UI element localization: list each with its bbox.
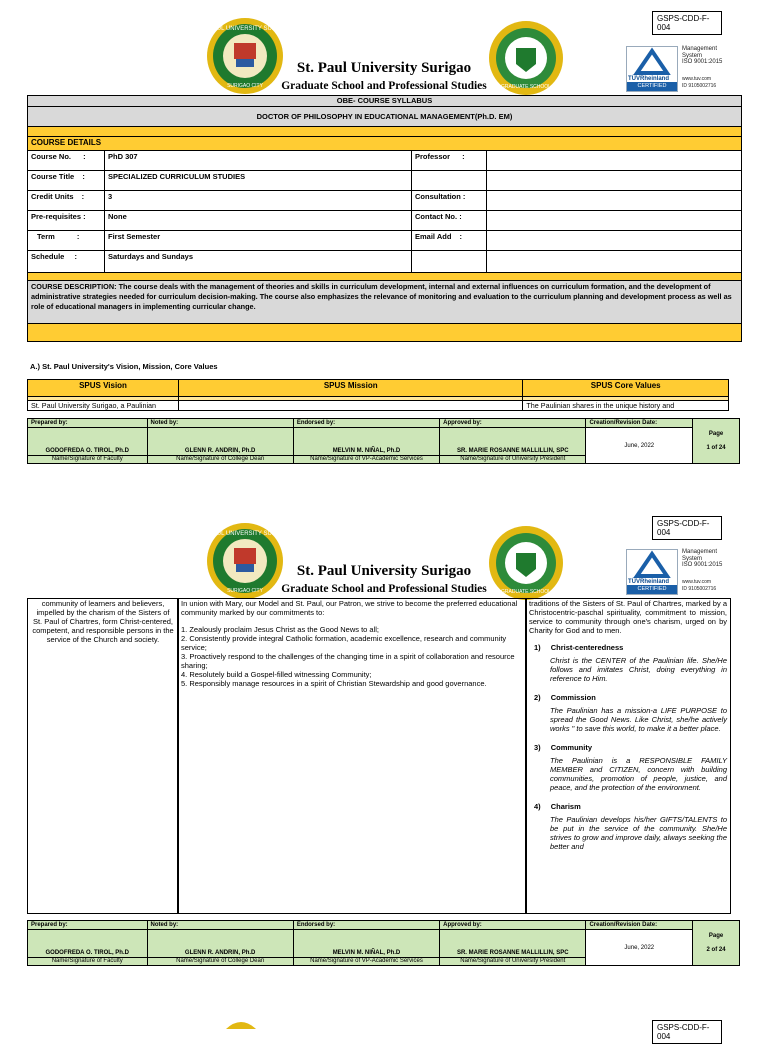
tuv-url-text: www.tuv.com — [682, 579, 712, 585]
schedule-value: Saturdays and Sundays — [105, 251, 412, 273]
endorsed-label: Endorsed by: — [293, 419, 439, 428]
core-value-text: The Paulinian has a mission-a LIFE PURPOSE to spread the Good News. Like Christ, she/he actively works " to save this world, to make it a better place. — [550, 706, 727, 733]
tuv-certification-badge — [626, 549, 740, 593]
seal-left-city: SURIGAO CITY — [227, 588, 263, 594]
tuv-line: System — [682, 555, 703, 562]
program-title: DOCTOR OF PHILOSOPHY IN EDUCATIONAL MANAGEMENT(Ph.D. EM) — [28, 107, 742, 127]
course-title-label: Course Title : — [28, 171, 105, 191]
vmv-heading: A.) St. Paul University's Vision, Mission, Core Values — [30, 362, 218, 371]
seal-left-text: ST. PAUL UNIVERSITY SURIGAO — [198, 531, 292, 537]
prepared-label: Prepared by: — [28, 921, 148, 930]
tuv-brand: TÜVRheinland — [628, 579, 670, 585]
course-details-table — [27, 95, 742, 342]
approved-label: Approved by: — [440, 419, 586, 428]
tuv-triangle-icon — [627, 550, 677, 580]
page-label: Page — [708, 933, 724, 939]
spacer-row — [28, 273, 742, 281]
core-value-num: 2) — [534, 693, 541, 702]
tuv-triangle-icon — [627, 47, 677, 77]
values-intro: traditions of the Sisters of St. Paul of Chartres, marked by a Christocentric-paschal spirituality, commitment to mission, service to community through one's charism, urged on by Charity for God and to men. — [529, 599, 727, 635]
approved-role: Name/Signature of University President — [440, 456, 586, 464]
mission-intro: In union with Mary, our Model and St. Paul, our Patron, we strive to become the preferred educational community marked by our commitments to: — [181, 599, 518, 617]
term-value: First Semester — [105, 231, 412, 251]
seal-right-text: GRADUATE SCHOOL — [501, 84, 551, 90]
endorsed-role: Name/Signature of VP-Academic Services — [293, 958, 439, 966]
tuv-certified: CERTIFIED — [627, 82, 677, 91]
endorsed-role: Name/Signature of VP-Academic Services — [293, 456, 439, 464]
tuv-logo — [626, 549, 678, 595]
empty-value — [487, 171, 742, 191]
school-name: Graduate School and Professional Studies — [281, 583, 487, 595]
approved-role: Name/Signature of University President — [440, 958, 586, 966]
core-value-num: 3) — [534, 743, 541, 752]
spacer-row — [28, 324, 742, 342]
tuv-line: Management — [682, 46, 718, 52]
university-name: St. Paul University Surigao — [296, 60, 472, 76]
core-value-item — [526, 643, 730, 683]
contact-value — [487, 211, 742, 231]
tuv-system — [682, 46, 722, 66]
core-value-title: Christ-centeredness — [550, 643, 624, 652]
tuv-id-text: ID 9105002716 — [682, 82, 717, 89]
email-value — [487, 231, 742, 251]
mission-item: 1. Zealously proclaim Jesus Christ as the Good News to all; — [181, 625, 379, 634]
mission-item: 2. Consistently provide integral Catholic formation, academic excellence, research and community service; — [181, 634, 507, 652]
credit-units-value: 3 — [105, 191, 412, 211]
tuv-logo — [626, 46, 678, 92]
approved-name: SR. MARIE ROSANNE MALLILLIN, SPC — [440, 428, 586, 456]
core-value-num: 1) — [534, 643, 541, 652]
document-code: GSPS-CDD-F-004 — [652, 1020, 722, 1044]
prepared-name: GODOFREDA O. TIROL, Ph.D — [28, 428, 148, 456]
mission-start — [179, 401, 523, 411]
empty-label — [412, 251, 487, 273]
vmv-continued — [27, 598, 729, 914]
tuv-id-text: ID 9105002716 — [682, 585, 717, 592]
tuv-url — [682, 76, 716, 89]
mission-column — [177, 598, 527, 914]
noted-role: Name/Signature of College Dean — [147, 456, 293, 464]
noted-role: Name/Signature of College Dean — [147, 958, 293, 966]
core-value-title: Commission — [550, 693, 596, 702]
document-code: GSPS-CDD-F-004 — [652, 11, 722, 35]
prepared-role: Name/Signature of Faculty — [28, 958, 148, 966]
tuv-system — [682, 549, 722, 569]
page-number: 2 of 24 — [706, 947, 726, 953]
graduate-school-seal — [488, 525, 564, 601]
tuv-url-text: www.tuv.com — [682, 76, 712, 82]
term-label: Term : — [28, 231, 105, 251]
prepared-label: Prepared by: — [28, 419, 148, 428]
school-name: Graduate School and Professional Studies — [281, 80, 487, 92]
core-value-item — [526, 693, 730, 733]
empty-label — [412, 171, 487, 191]
vmv-table — [27, 379, 729, 411]
university-seal-left — [226, 1019, 256, 1029]
mission-item: 3. Proactively respond to the challenges of the changing time in a spirit of collaboration and resource sharing; — [181, 652, 515, 670]
core-value-title: Community — [550, 743, 593, 752]
core-value-num: 4) — [534, 802, 541, 811]
tuv-url — [682, 579, 716, 592]
revision-date: June, 2022 — [586, 428, 693, 464]
core-value-title: Charism — [550, 802, 581, 811]
endorsed-label: Endorsed by: — [293, 921, 439, 930]
noted-label: Noted by: — [147, 419, 293, 428]
university-name: St. Paul University Surigao — [296, 563, 472, 579]
noted-label: Noted by: — [147, 921, 293, 930]
tuv-line: System — [682, 52, 703, 59]
approval-footer — [27, 920, 740, 966]
noted-name: GLENN R. ANDRIN, Ph.D — [147, 428, 293, 456]
revision-date: June, 2022 — [586, 930, 693, 966]
syllabus-page-1 — [0, 0, 768, 480]
values-start: The Paulinian shares in the unique history and — [523, 401, 729, 411]
noted-name: GLENN R. ANDRIN, Ph.D — [147, 930, 293, 958]
tuv-brand: TÜVRheinland — [628, 76, 670, 82]
vision-column — [27, 598, 179, 914]
tuv-line: Management — [682, 549, 718, 555]
seal-right-text: GRADUATE SCHOOL — [501, 589, 551, 595]
consultation-value — [487, 191, 742, 211]
creation-label: Creation/Revision Date: — [586, 921, 693, 930]
syllabus-page-3-fragment — [0, 1010, 768, 1041]
professor-value — [487, 151, 742, 171]
prerequisites-label: Pre-requisites : — [28, 211, 105, 231]
professor-label: Professor : — [412, 151, 487, 171]
tuv-certification-badge — [626, 46, 740, 90]
course-no-label: Course No. : — [28, 151, 105, 171]
page-cell — [693, 419, 740, 464]
core-value-text: Christ is the CENTER of the Paulinian life. She/He follows and imitates Christ, doing everything in reference to Him. — [550, 656, 727, 683]
core-value-text: The Paulinian is a RESPONSIBLE FAMILY MEMBER and CITIZEN, concern with building communities, promotion of people, justice, and peace, and the protection of the environment. — [550, 756, 727, 792]
page-label: Page — [708, 431, 724, 437]
vision-header: SPUS Vision — [28, 380, 179, 397]
endorsed-name: MELVIN M. NIÑAL, Ph.D — [293, 930, 439, 958]
syllabus-type: OBE- COURSE SYLLABUS — [28, 96, 742, 107]
page-cell — [693, 921, 740, 966]
core-values-header: SPUS Core Values — [523, 380, 729, 397]
prepared-name: GODOFREDA O. TIROL, Ph.D — [28, 930, 148, 958]
syllabus-page-2 — [0, 505, 768, 1005]
approval-footer — [27, 418, 740, 464]
approved-name: SR. MARIE ROSANNE MALLILLIN, SPC — [440, 930, 586, 958]
approved-label: Approved by: — [440, 921, 586, 930]
consultation-label: Consultation : — [412, 191, 487, 211]
tuv-line: ISO 9001:2015 — [682, 59, 723, 65]
core-value-text: The Paulinian develops his/her GIFTS/TALENTS to be put in the service of the community. She/He strives to grow and improve daily, always seeking the better and — [550, 815, 727, 851]
creation-label: Creation/Revision Date: — [586, 419, 693, 428]
core-value-item — [526, 743, 730, 792]
mission-header: SPUS Mission — [179, 380, 523, 397]
course-description: COURSE DESCRIPTION: The course deals with the management of theories and skills in curriculum development, internal and external influences on curriculum formation, and the development of administrative strategies needed for curriculum decision-making. The course also emphasizes the relevance of monitoring and evaluation to the curriculum planning and development process as well as role of educational managers in implementing curricular change. — [28, 281, 742, 324]
seal-left-city: SURIGAO CITY — [227, 83, 263, 89]
tuv-line: ISO 9001:2015 — [682, 562, 723, 568]
vision-start: St. Paul University Surigao, a Paulinian — [28, 401, 179, 411]
course-no-value: PhD 307 — [105, 151, 412, 171]
schedule-label: Schedule : — [28, 251, 105, 273]
graduate-school-seal — [488, 20, 564, 96]
course-details-heading: COURSE DETAILS — [28, 137, 742, 151]
contact-label: Contact No. : — [412, 211, 487, 231]
spacer-row — [28, 127, 742, 137]
seal-left-text: ST. PAUL UNIVERSITY SURIGAO — [198, 26, 292, 32]
credit-units-label: Credit Units : — [28, 191, 105, 211]
email-label: Email Add : — [412, 231, 487, 251]
tuv-certified: CERTIFIED — [627, 585, 677, 594]
prepared-role: Name/Signature of Faculty — [28, 456, 148, 464]
core-value-item — [526, 802, 730, 851]
empty-value — [487, 251, 742, 273]
mission-item: 5. Responsibly manage resources in a spirit of Christian Stewardship and good governance. — [181, 679, 487, 688]
mission-item: 4. Resolutely build a Gospel-filled witnessing Community; — [181, 670, 372, 679]
page-number: 1 of 24 — [706, 445, 726, 451]
vision-text: community of learners and believers, impelled by the charism of the Sisters of St. Paul of Chartres, form Christ-centered, competent, and responsible persons in the service of the Church and society. — [32, 599, 174, 644]
course-title-value: SPECIALIZED CURRICULUM STUDIES — [105, 171, 412, 191]
document-code: GSPS-CDD-F-004 — [652, 516, 722, 540]
core-values-column — [525, 598, 731, 914]
prerequisites-value: None — [105, 211, 412, 231]
endorsed-name: MELVIN M. NIÑAL, Ph.D — [293, 428, 439, 456]
